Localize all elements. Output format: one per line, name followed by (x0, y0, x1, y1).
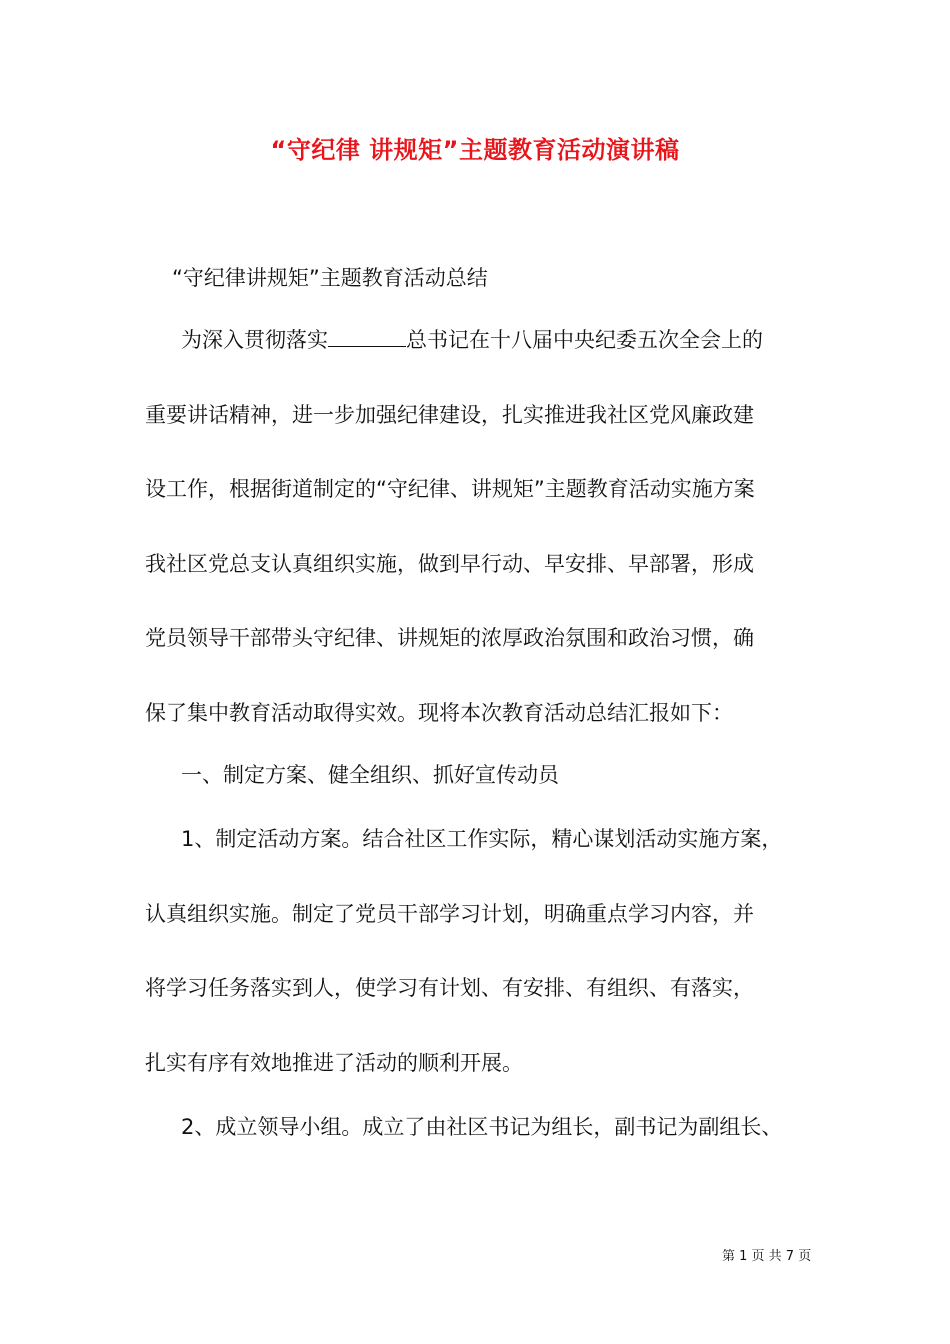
paragraph1-line5: 党员领导干部带头守纪律、讲规矩的浓厚政治氛围和政治习惯，确 (145, 626, 754, 650)
item1-line2: 认真组织实施。制定了党员干部学习计划，明确重点学习内容，并 (145, 902, 754, 926)
paragraph1-line4: 我社区党总支认真组织实施，做到早行动、早安排、早部署，形成 (145, 552, 754, 576)
paragraph1-line1-start: 为深入贯彻落实 (181, 328, 328, 352)
item1-line3: 将学习任务落实到人，使学习有计划、有安排、有组织、有落实， (145, 976, 754, 1000)
subtitle-line: “守纪律讲规矩”主题教育活动总结 (172, 266, 488, 290)
paragraph1-line1 (181, 325, 763, 355)
paragraph1-line3: 设工作，根据街道制定的“守纪律、讲规矩”主题教育活动实施方案 (145, 477, 755, 501)
item2-line1: 2、成立领导小组。成立了由社区书记为组长，副书记为副组长、 (181, 1115, 783, 1139)
paragraph1-line2: 重要讲话精神，进一步加强纪律建设，扎实推进我社区党风廉政建 (145, 403, 754, 427)
item1-line1: 1、制定活动方案。结合社区工作实际，精心谋划活动实施方案， (181, 827, 783, 851)
paragraph1-line1-end: 总书记在十八届中央纪委五次全会上的 (406, 328, 763, 352)
paragraph1-line6: 保了集中教育活动取得实效。现将本次教育活动总结汇报如下： (145, 701, 733, 725)
item1-line4: 扎实有序有效地推进了活动的顺利开展。 (145, 1051, 523, 1075)
redacted-blank (328, 328, 406, 347)
page-number: 第 1 页 共 7 页 (722, 1249, 812, 1264)
document-title: “守纪律 讲规矩”主题教育活动演讲稿 (270, 136, 680, 164)
section1-heading: 一、制定方案、健全组织、抓好宣传动员 (181, 763, 559, 787)
